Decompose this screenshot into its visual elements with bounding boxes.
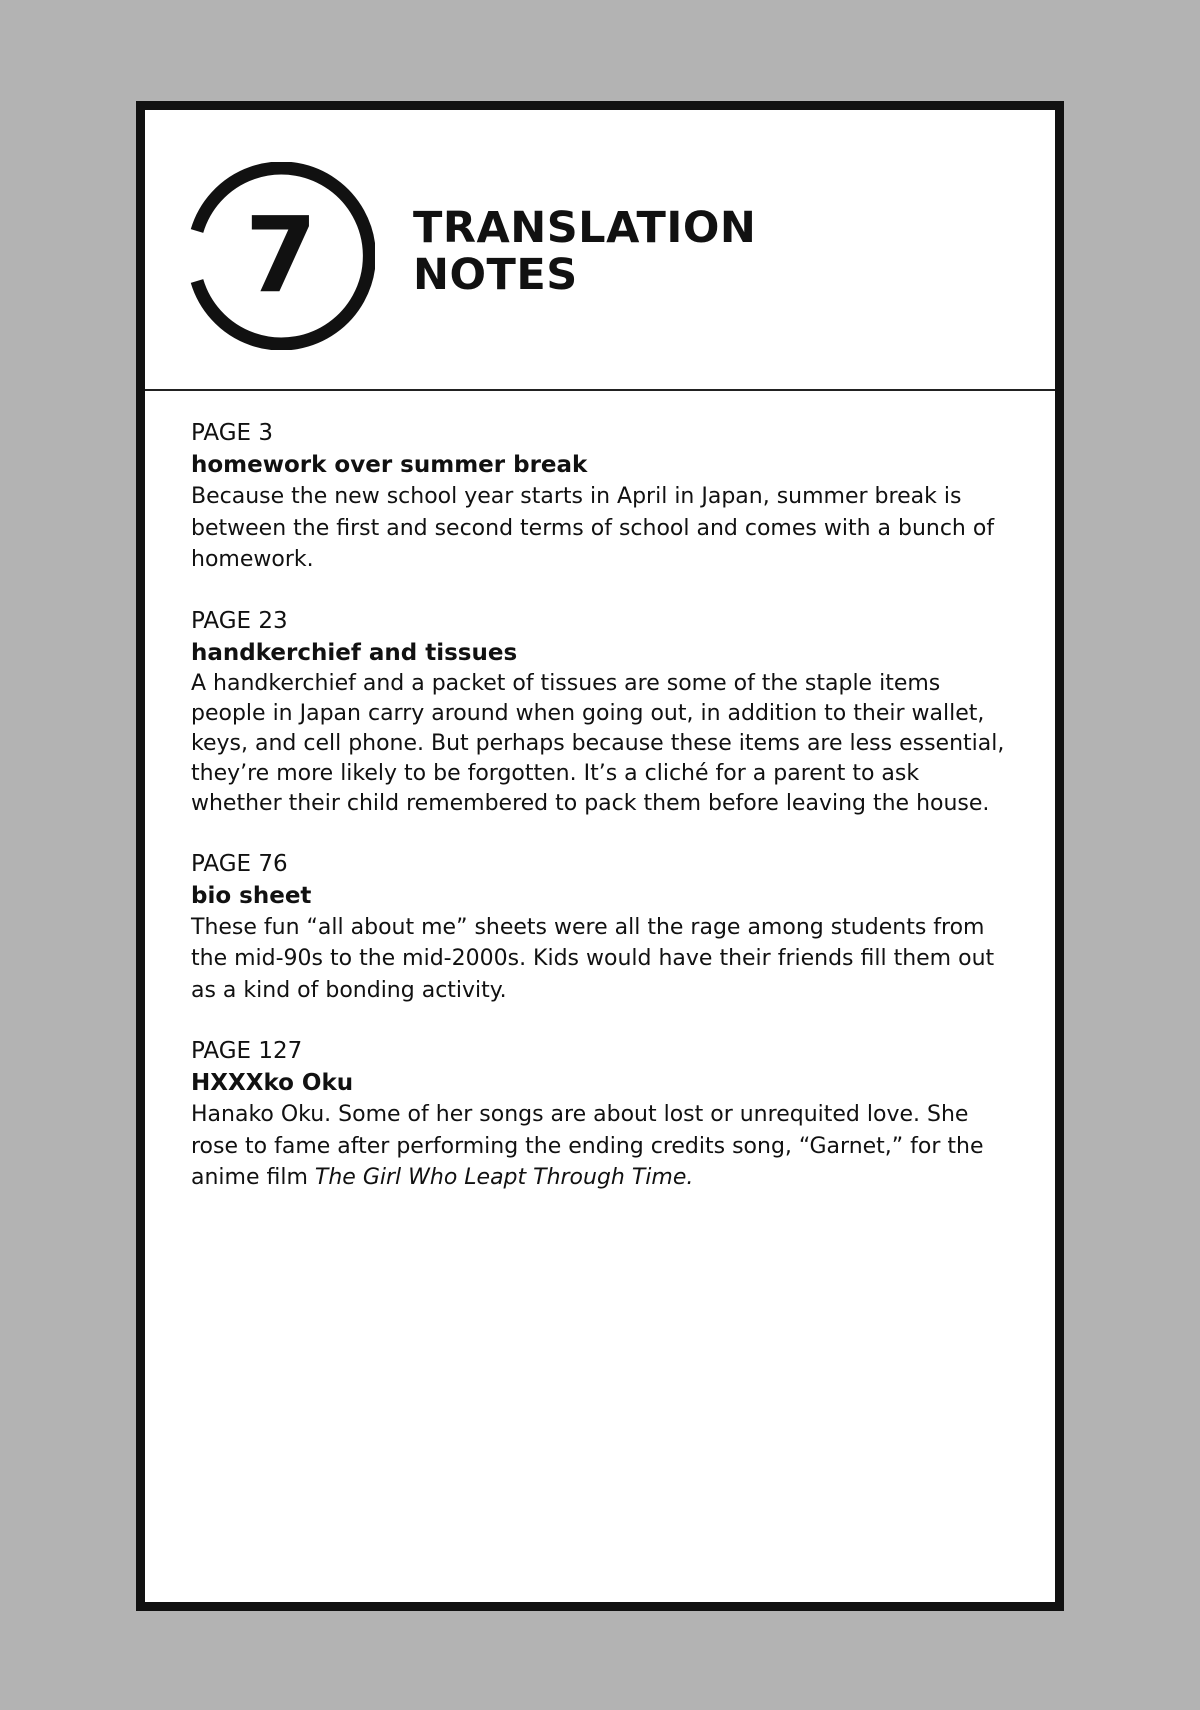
- page-title: [413, 205, 756, 299]
- note-body: A handkerchief and a packet of tissues are some of the staple items people in Japan carry around when going out, in addition to their wallet, keys, and cell phone. But perhaps because these items are less essential, they’re more likely to be forgotten. It’s a cliché for a parent to ask whether their child remembered to pack them before leaving the house.: [191, 670, 1005, 816]
- note-item: [191, 605, 1011, 819]
- note-term: homework over summer break: [191, 452, 588, 478]
- note-body-text: Hanako Oku. Some of her songs are about lost or unrequited love. She rose to fame after performing the ending credits song, “Garnet,” for the anime film: [191, 1102, 984, 1190]
- note-body: [191, 1099, 1011, 1194]
- note-page-number: PAGE 127: [191, 1038, 303, 1064]
- note-item: [191, 417, 1011, 576]
- note-page-number: PAGE 23: [191, 607, 288, 634]
- page-title-line-2: NOTES: [413, 250, 578, 300]
- translation-notes-page: [136, 101, 1064, 1611]
- chapter-header: [145, 110, 1055, 391]
- chapter-circle-icon: [187, 162, 375, 350]
- notes-list: [191, 417, 1011, 1223]
- note-item: [191, 1035, 1011, 1194]
- note-item: [191, 848, 1011, 1007]
- note-term: HXXXko Oku: [191, 1070, 354, 1096]
- note-body: These fun “all about me” sheets were all the rage among students from the mid-90s to the mid-2000s. Kids would have their friends fill them out as a kind of bonding activity.: [191, 914, 995, 1003]
- note-body: Because the new school year starts in April in Japan, summer break is between the first and second terms of school and comes with a bunch of homework.: [191, 484, 995, 572]
- chapter-number: 7: [244, 194, 318, 316]
- chapter-number-badge: [187, 162, 375, 350]
- film-title: The Girl Who Leapt Through Time.: [314, 1165, 694, 1190]
- page-title-line-1: TRANSLATION: [413, 203, 757, 253]
- note-page-number: PAGE 3: [191, 420, 274, 446]
- note-term: bio sheet: [191, 882, 312, 909]
- note-term: handkerchief and tissues: [191, 639, 518, 666]
- note-page-number: PAGE 76: [191, 850, 288, 877]
